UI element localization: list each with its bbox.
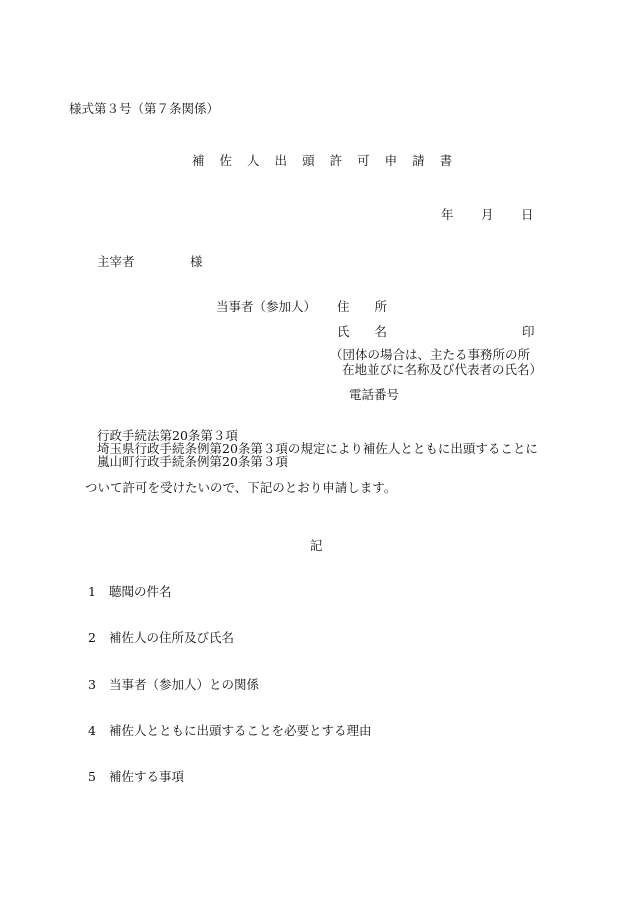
item-text: 補佐する事項 bbox=[109, 769, 185, 784]
party-label: 当事者（参加人） bbox=[216, 299, 317, 314]
org-note-line2: 在地並びに名称及び代表者の氏名） bbox=[342, 362, 543, 377]
seal-mark: 印 bbox=[522, 324, 535, 339]
title-char: 補 bbox=[192, 153, 205, 168]
document-title bbox=[192, 155, 452, 168]
title-char: 可 bbox=[357, 153, 370, 168]
addressee-honorific: 様 bbox=[190, 254, 203, 269]
item-text: 当事者（参加人）との関係 bbox=[109, 677, 260, 692]
statute-line2: 埼玉県行政手続条例第20条第３項の規定により補佐人とともに出頭することに bbox=[97, 441, 538, 456]
item-number: 3 bbox=[88, 677, 96, 692]
ki-heading: 記 bbox=[310, 538, 323, 553]
title-char: 佐 bbox=[219, 153, 233, 168]
form-number: 様式第３号（第７条関係） bbox=[69, 101, 220, 116]
title-char: 人 bbox=[247, 153, 260, 168]
date-month-label: 月 bbox=[481, 207, 494, 222]
date-year-label: 年 bbox=[441, 207, 454, 222]
date-line bbox=[441, 209, 534, 222]
phone-label: 電話番号 bbox=[349, 387, 400, 402]
item-number: 5 bbox=[88, 769, 96, 784]
title-char: 許 bbox=[329, 153, 343, 168]
item-number: 1 bbox=[88, 584, 96, 599]
title-char: 請 bbox=[412, 153, 425, 168]
statute-line3: 嵐山町行政手続条例第20条第３項 bbox=[97, 454, 288, 469]
title-char: 申 bbox=[384, 153, 398, 168]
date-day-label: 日 bbox=[521, 207, 534, 222]
title-char: 出 bbox=[274, 153, 288, 168]
name-label: 氏 名 bbox=[337, 324, 388, 339]
item-number: 4 bbox=[88, 723, 96, 738]
addressee-role: 主宰者 bbox=[97, 254, 135, 269]
item-text: 聴聞の件名 bbox=[109, 584, 172, 599]
statute-line1: 行政手続法第20条第３項 bbox=[97, 428, 238, 443]
title-char: 頭 bbox=[302, 153, 315, 168]
org-note-line1: （団体の場合は、主たる事務所の所 bbox=[330, 347, 531, 362]
address-label: 住 所 bbox=[337, 299, 388, 314]
item-text: 補佐人とともに出頭することを必要とする理由 bbox=[109, 723, 372, 738]
statute-line4: ついて許可を受けたいので、下記のとおり申請します。 bbox=[85, 480, 397, 495]
item-number: 2 bbox=[88, 630, 96, 645]
item-text: 補佐人の住所及び氏名 bbox=[109, 630, 235, 645]
title-char: 書 bbox=[439, 153, 453, 168]
